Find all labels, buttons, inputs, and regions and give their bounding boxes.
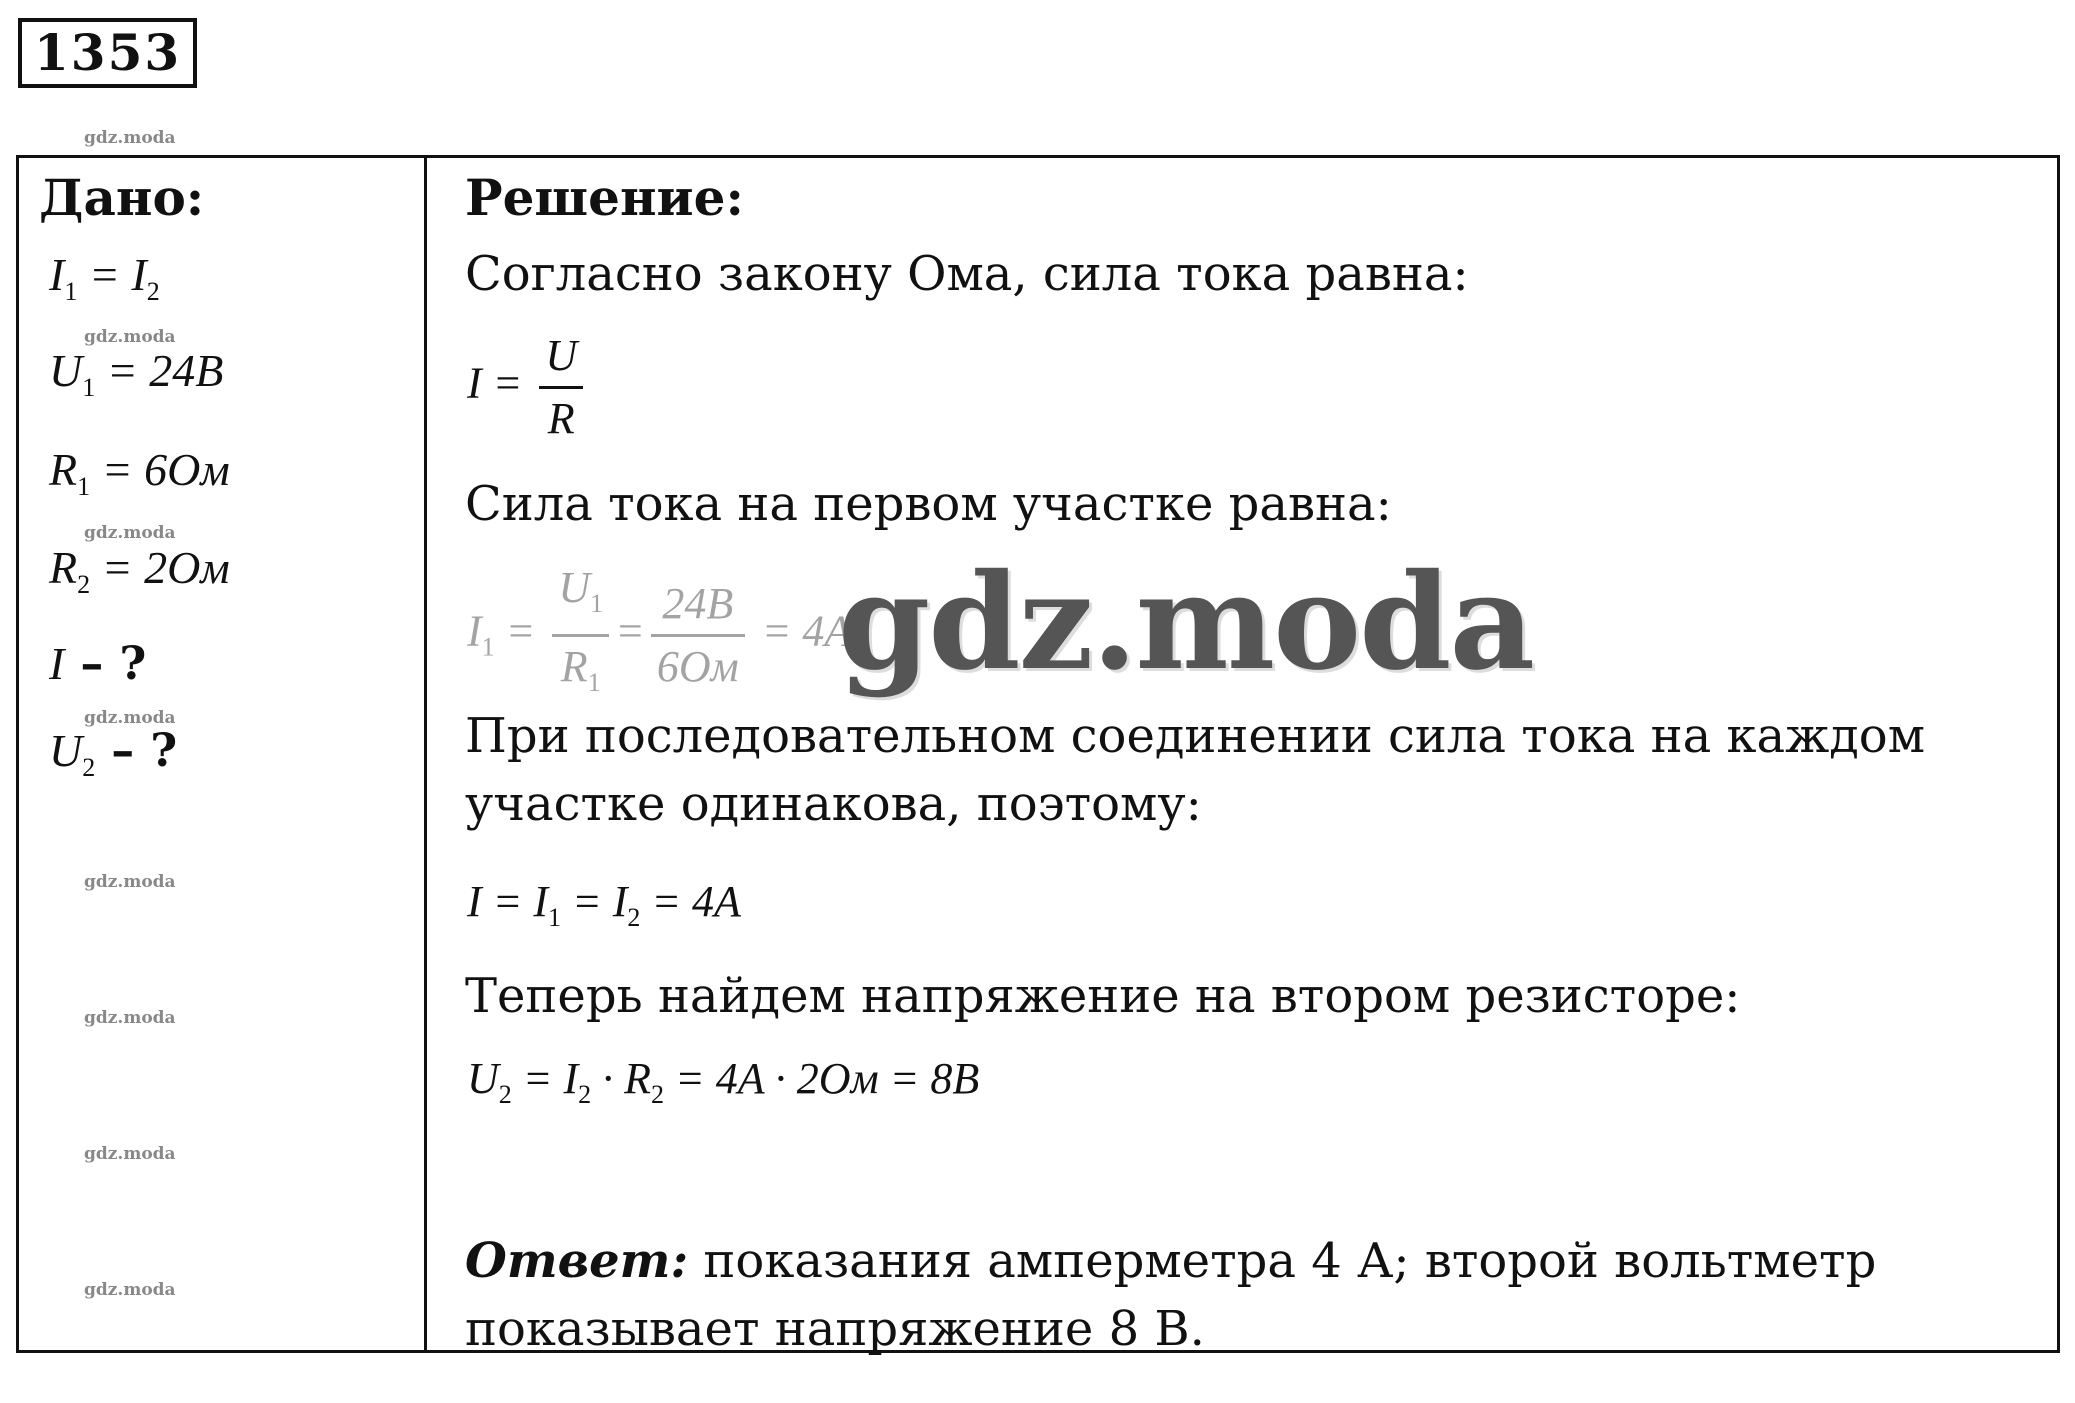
answer-line-1: Ответ: показания амперметра 4 А; второй вольтметр [465, 1233, 1877, 1289]
solution-text-first-section: Сила тока на первом участке равна: [465, 476, 1392, 532]
watermark-large: gdz.moda [838, 545, 1534, 700]
given-current-equality: $I_1 = I_2$ [49, 249, 160, 306]
watermark-small: gdz.moda [84, 523, 176, 543]
watermark-small: gdz.moda [84, 708, 176, 728]
solution-text-second-resistor: Теперь найдем напряжение на втором резисторе: [465, 968, 1741, 1024]
watermark-small: gdz.moda [84, 1280, 176, 1300]
given-heading: Дано: [39, 168, 205, 227]
answer-line-2: показывает напряжение 8 В. [465, 1301, 1205, 1357]
answer-label: Ответ: [465, 1233, 689, 1289]
watermark-small: gdz.moda [84, 128, 176, 148]
solution-text-ohm-law: Согласно закону Ома, сила тока равна: [465, 246, 1469, 302]
solution-column [427, 158, 2057, 1357]
solution-table [16, 155, 2060, 1357]
watermark-small: gdz.moda [84, 872, 176, 892]
given-column [19, 158, 424, 1350]
formula-series-current: $I = I_1 = I_2 = 4A$ [467, 877, 741, 932]
formula-ohm-law: I = $\frac{U}{R}$ [467, 326, 589, 449]
formula-first-section-current: $I_1$ = $\frac{U_1}{R_1}$ = $\frac{24B}{6Ом}$ = 4A [467, 558, 851, 713]
find-current: I – ? [49, 636, 147, 690]
watermark-small: gdz.moda [84, 327, 176, 347]
solution-text-series-2: участке одинакова, поэтому: [465, 776, 1202, 832]
given-resistance-r2: $R_2 = 2Ом$ [49, 542, 230, 599]
formula-second-voltage: $U_2 = I_2 \cdot R_2 = 4A \cdot 2Ом = 8B$ [467, 1054, 980, 1109]
find-voltage-u2: $U_2$ – ? [49, 723, 178, 782]
given-voltage-u1: $U_1 = 24B$ [49, 345, 224, 402]
problem-number: 1353 [18, 18, 197, 88]
solution-text-series-1: При последовательном соединении сила тока на каждом [465, 708, 1926, 764]
given-resistance-r1: $R_1 = 6Ом$ [49, 444, 230, 501]
watermark-small: gdz.moda [84, 1144, 176, 1164]
watermark-small: gdz.moda [84, 1008, 176, 1028]
solution-heading: Решение: [465, 168, 744, 227]
